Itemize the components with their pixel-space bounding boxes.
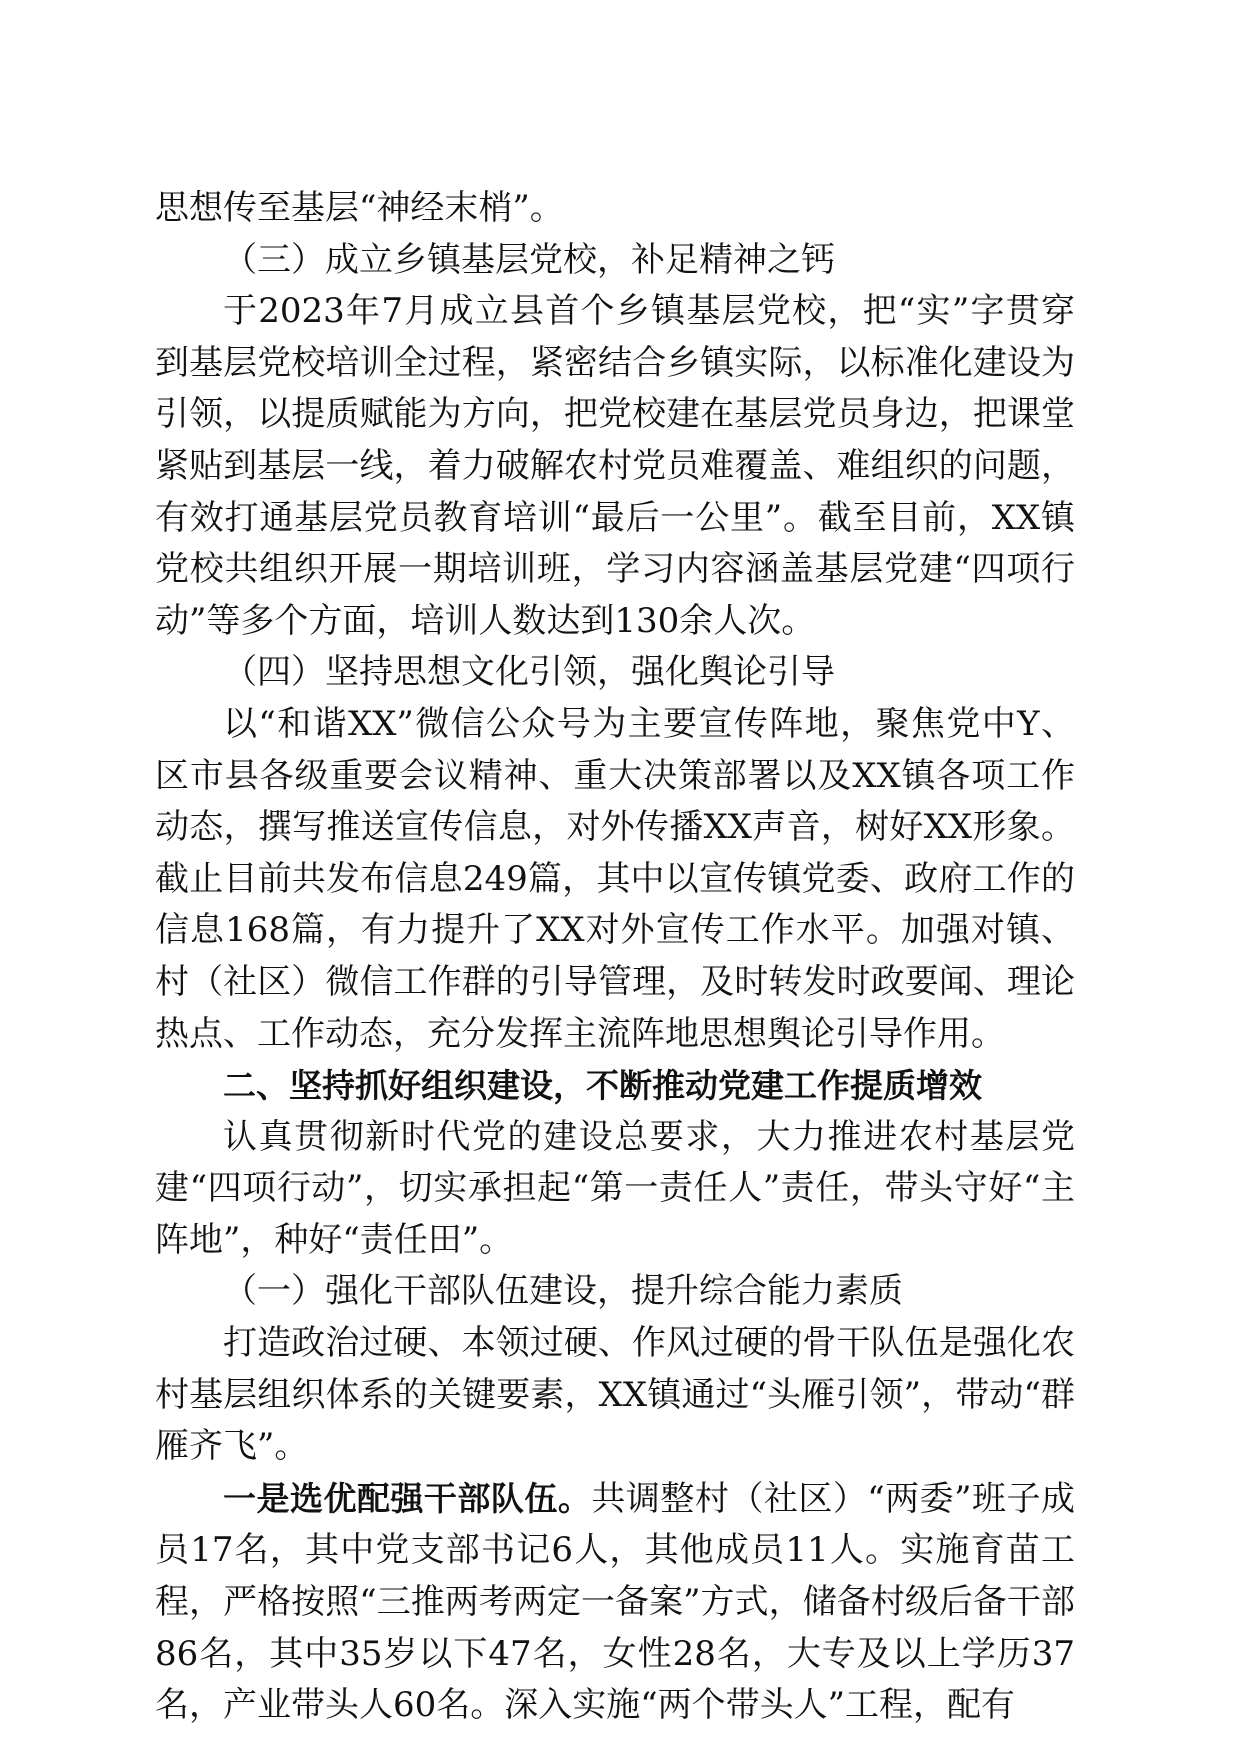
paragraph-cadre-team: 打造政治过硬、本领过硬、作风过硬的骨干队伍是强化农村基层组织体系的关键要素，XX镇通过“头雁引领”，带动“群雁齐飞”。 — [155, 1323, 1075, 1467]
heading-part-2: 二、坚持抓好组织建设，不断推动党建工作提质增效 — [223, 1066, 982, 1106]
paragraph-cadre-selection — [155, 1473, 1075, 1732]
paragraph-lead-bold: 一是选优配强干部队伍。 — [223, 1478, 592, 1518]
paragraph-continuation: 思想传至基层“神经末梢”。 — [155, 188, 564, 228]
paragraph-body: 共调整村（社区）“两委”班子成员17名，其中党支部书记6人，其他成员11人。实施育苗工程，严格按照“三推两考两定一备案”方式，储备村级后备干部86名，其中35岁以下47名，女性28名，大专及以上学历37名，产业带头人60名。深入实施“两个带头人”工程，配有 — [155, 1478, 1076, 1726]
heading-section-4: （四）坚持思想文化引领，强化舆论引导 — [223, 652, 835, 693]
document-page — [155, 183, 1075, 1732]
paragraph-publicity: 以“和谐XX”微信公众号为主要宣传阵地，聚焦党中Y、区市县各级重要会议精神、重大决策部署以及XX镇各项工作动态，撰写推送宣传信息，对外传播XX声音，树好XX形象。截止目前共发布信息249篇，其中以宣传镇党委、政府工作的信息168篇，有力提升了XX对外宣传工作水平。加强对镇、村（社区）微信工作群的引导管理，及时转发时政要闻、理论热点、工作动态，充分发挥主流阵地思想舆论引导作用。 — [155, 703, 1075, 1054]
paragraph-party-school: 于2023年7月成立县首个乡镇基层党校，把“实”字贯穿到基层党校培训全过程，紧密结合乡镇实际，以标准化建设为引领，以提质赋能为方向，把党校建在基层党员身边，把课堂紧贴到基层一线，着力破解农村党员难覆盖、难组织的问题，有效打通基层党员教育培训“最后一公里”。截至目前，XX镇党校共组织开展一期培训班，学习内容涵盖基层党建“四项行动”等多个方面，培训人数达到130余人次。 — [155, 291, 1075, 641]
heading-section-3: （三）成立乡镇基层党校，补足精神之钙 — [223, 239, 835, 280]
heading-section-1: （一）强化干部队伍建设，提升综合能力素质 — [223, 1271, 903, 1312]
paragraph-organization: 认真贯彻新时代党的建设总要求，大力推进农村基层党建“四项行动”，切实承担起“第一责任人”责任，带头守好“主阵地”，种好“责任田”。 — [155, 1116, 1075, 1260]
